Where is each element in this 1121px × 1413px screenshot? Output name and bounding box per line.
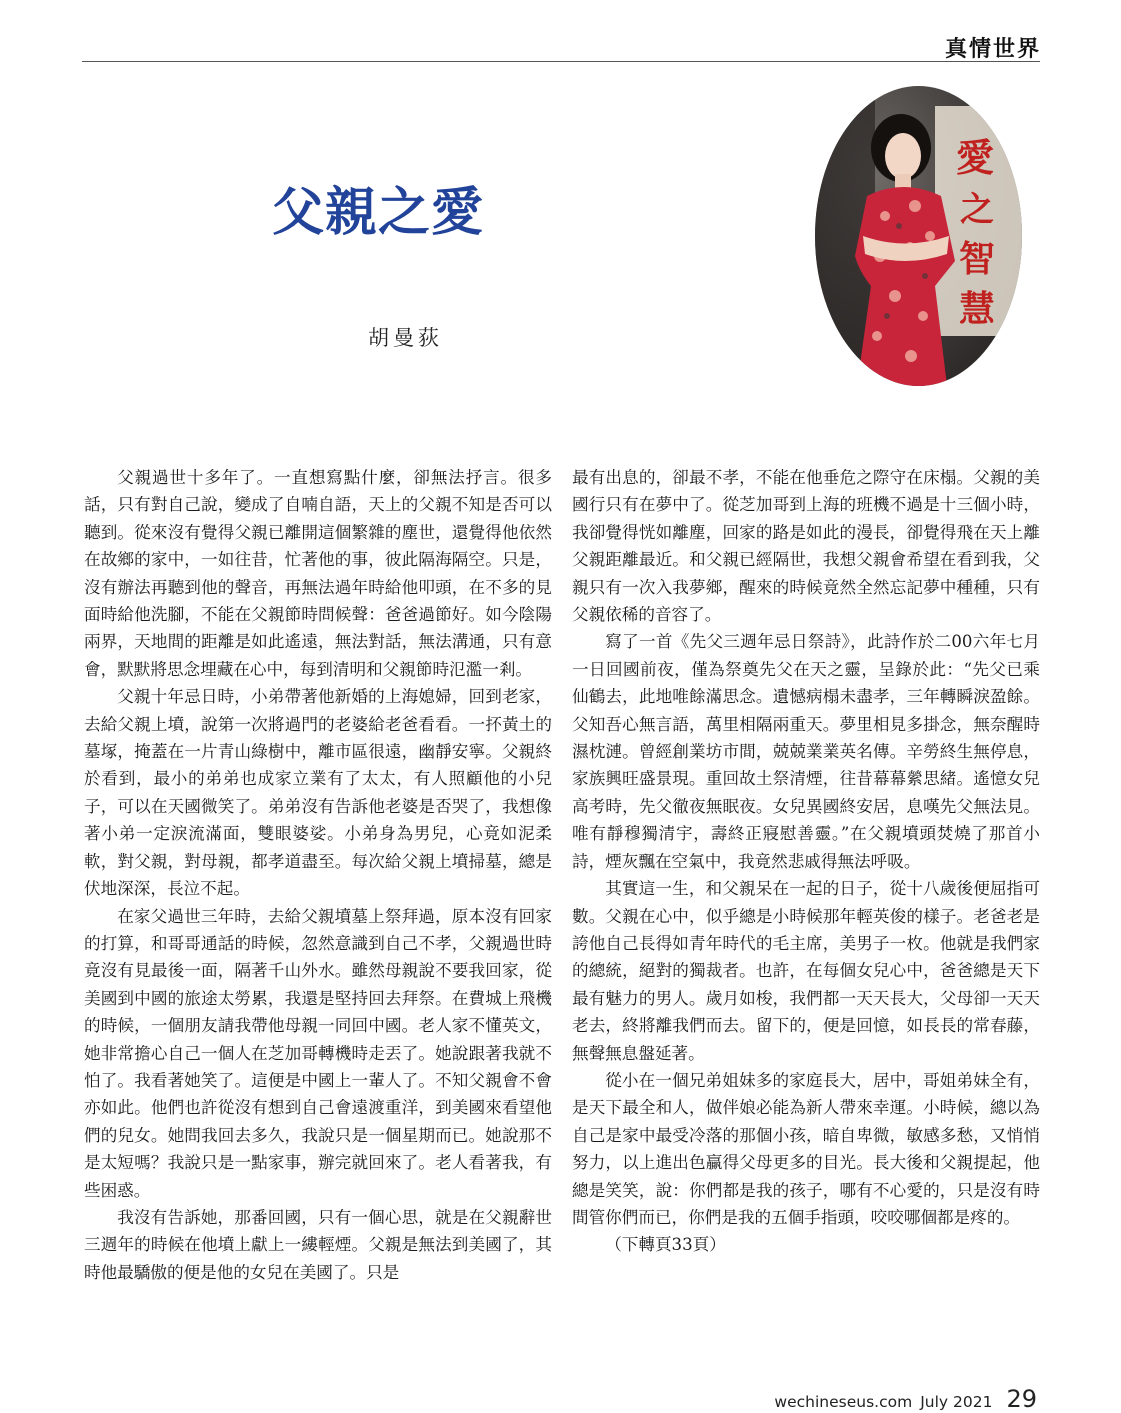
paragraph-3: 在家父過世三年時，去給父親墳墓上祭拜過，原本沒有回家的打算，和哥哥通話的時候，忽然意識到自己不孝，父親過世時竟沒有見最後一面，隔著千山外水。雖然母親說不要我回家，從美國到中國的旅途太勞累，我還是堅持回去拜祭。在費城上飛機的時候，一個朋友請我帶他母親一同回中國。老人家不懂英文，她非常擔心自己一個人在芝加哥轉機時走丟了。她說跟著我就不怕了。我看著她笑了。這便是中國上一輩人了。不知父親會不會亦如此。他們也許從沒有想到自己會遠渡重洋，到美國來看望他們的兒女。她問我回去多久，我說只是一個星期而已。她說那不是太短嗎？我說只是一點家事，辦完就回來了。老人看著我，有些困惑。 bbox=[84, 906, 552, 1200]
paragraph-6: 其實這一生，和父親呆在一起的日子，從十八歲後便屈指可數。父親在心中，似乎總是小時候那年輕英俊的樣子。老爸老是誇他自己長得如青年時代的毛主席，美男子一枚。他就是我們家的總統，絕對的獨裁者。也許，在每個女兒心中，爸爸總是天下最有魅力的男人。歲月如梭，我們都一天天長大，父母卻一天天老去，終將離我們而去。留下的，便是回憶，如長長的常春藤，無聲無息盤延著。 bbox=[572, 879, 1040, 1063]
paragraph-5: 寫了一首《先父三週年忌日祭詩》，此詩作於二00六年七月一日回國前夜，僅為祭奠先父在天之靈，呈錄於此：“先父已乘仙鶴去，此地唯餘滿思念。遺憾病榻未盡孝，三年轉瞬淚盈餘。父知吾心無言語，萬里相隔兩重天。夢里相見多掛念，無奈醒時濕枕漣。曾經創業坊市間，兢兢業業英名傳。辛勞終生無停息，家族興旺盛景現。重回故土祭清煙，往昔幕幕縈思緒。遙憶女兒高考時，先父徹夜無眠夜。女兒異國終安居，息嘆先父無法見。唯有靜穆獨清宇，壽終正寢慰善靈。”在父親墳頭焚燒了那首小詩，煙灰飄在空氣中，我竟然悲戚得無法呼吸。 bbox=[572, 632, 1040, 871]
calligraphy-char-3: 智 bbox=[958, 238, 996, 280]
footer-date: July 2021 bbox=[920, 1393, 993, 1411]
article-title: 父親之愛 bbox=[272, 183, 485, 243]
author-name: 胡曼荻 bbox=[368, 326, 443, 350]
calligraphy-char-1: 愛 bbox=[955, 135, 995, 180]
calligraphy-char-4: 慧 bbox=[958, 288, 996, 330]
portrait-illustration bbox=[815, 86, 1022, 386]
page-number: 29 bbox=[1006, 1385, 1037, 1413]
paragraph-7: 從小在一個兄弟姐妹多的家庭長大，居中，哥姐弟妹全有，是天下最全和人，做伴娘必能為新人帶來幸運。小時候，總以為自己是家中最受冷落的那個小孩，暗自卑微，敏感多愁，又悄悄努力，以上進出色贏得父母更多的目光。長大後和父親提起，他總是笑笑，說：你們都是我的孩子，哪有不心愛的，只是沒有時間管你們而已，你們是我的五個手指頭，咬咬哪個都是疼的。 bbox=[572, 1070, 1040, 1227]
page-footer bbox=[774, 1385, 1037, 1413]
paragraph-4: 我沒有告訴她，那番回國，只有一個心思，就是在父親辭世三週年的時候在他墳上獻上一縷輕煙。父親是無法到美國了，其時他最驕傲的便是他的女兒在美國了。只是 bbox=[84, 1207, 552, 1282]
paragraph-1: 父親過世十多年了。一直想寫點什麼，卻無法抒言。很多話，只有對自己說，變成了自喃自語，天上的父親不知是否可以聽到。從來沒有覺得父親已離開這個繁雜的塵世，還覺得他依然在故鄉的家中，一如往昔，忙著他的事，彼此隔海隔空。只是，沒有辦法再聽到他的聲音，再無法過年時給他叩頭，在不多的見面時給他洗腳，不能在父親節時問候聲：爸爸過節好。如今陰陽兩界，天地間的距離是如此遙遠，無法對話，無法溝通，只有意會，默默將思念埋藏在心中，每到清明和父親節時氾濫一剎。 bbox=[84, 468, 552, 679]
header-rule bbox=[82, 61, 1040, 62]
paragraph-2: 父親十年忌日時，小弟帶著他新婚的上海媳婦，回到老家，去給父親上墳，說第一次將過門的老婆給老爸看看。一抔黃土的墓塚，掩蓋在一片青山綠樹中，離市區很遠，幽靜安寧。父親終於看到，最小的弟弟也成家立業有了太太，有人照顧他的小兒子，可以在天國微笑了。弟弟沒有告訴他老婆是否哭了，我想像著小弟一定淚流滿面，雙眼婆娑。小弟身為男兒，心竟如泥柔軟，對父親，對母親，都孝道盡至。每次給父親上墳掃墓，總是伏地深深，長泣不起。 bbox=[84, 687, 552, 899]
footer-site: wechineseus.com bbox=[774, 1393, 913, 1411]
left-column bbox=[84, 464, 552, 1286]
paragraph-4-continued: 最有出息的，卻最不孝，不能在他垂危之際守在床榻。父親的美國行只有在夢中了。從芝加哥到上海的班機不過是十三個小時，我卻覺得恍如離塵，回家的路是如此的漫長，卻覺得飛在天上離父親距離最近。和父親已經隔世，我想父親會希望在看到我，父親只有一次入我夢鄉，醒來的時候竟然全然忘記夢中種種，只有父親依稀的音容了。 bbox=[572, 468, 1040, 625]
author-photo bbox=[815, 86, 1022, 386]
right-column bbox=[572, 464, 1040, 1259]
section-title: 真情世界 bbox=[944, 36, 1041, 62]
continued-note: （下轉頁33頁） bbox=[605, 1235, 726, 1255]
calligraphy-char-2: 之 bbox=[960, 190, 994, 230]
